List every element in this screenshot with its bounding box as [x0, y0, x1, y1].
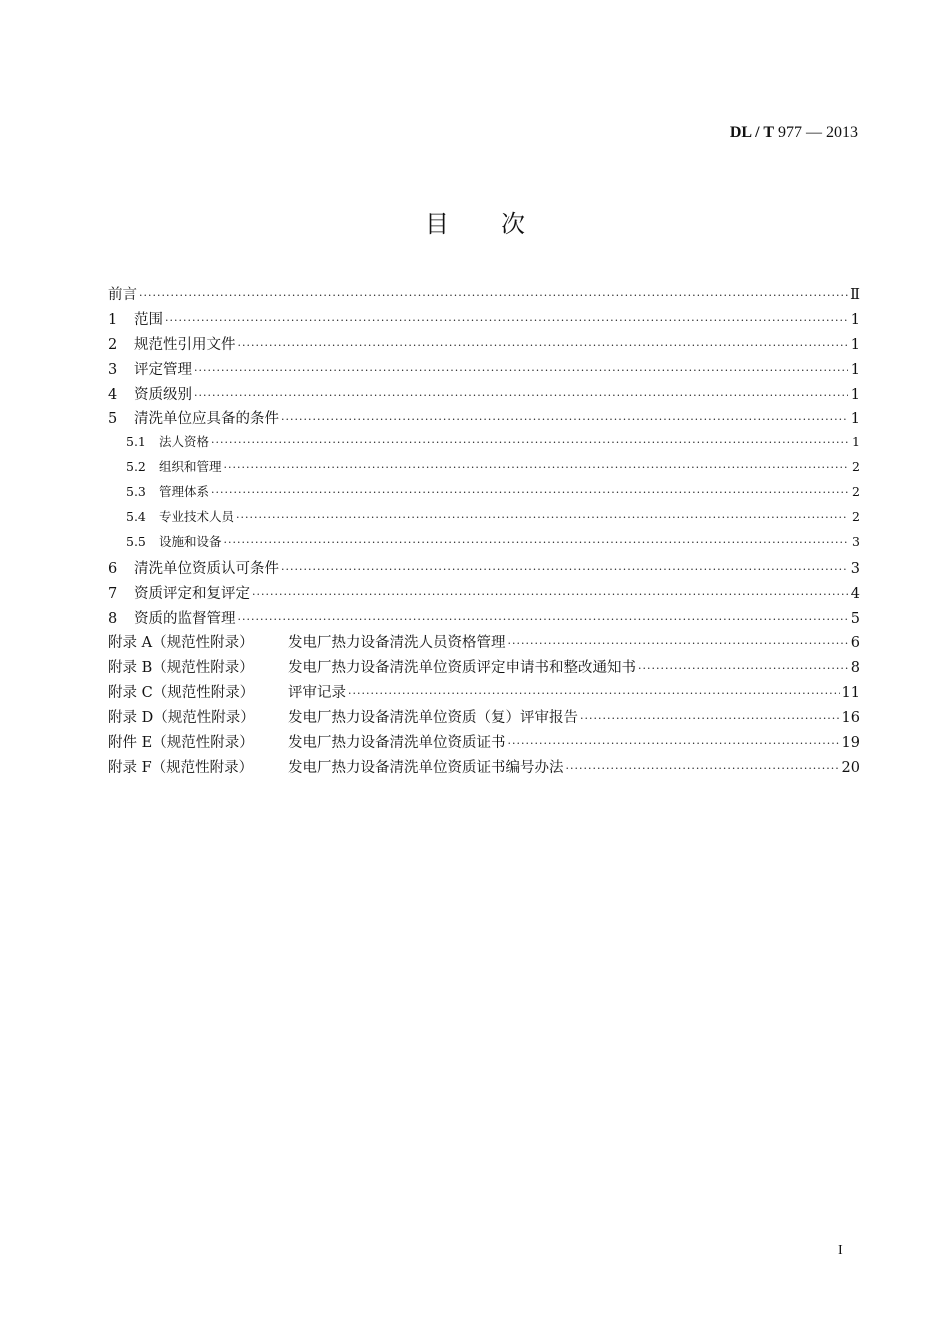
toc-entry-title: 发电厂热力设备清洗单位资质证书编号办法 — [288, 759, 564, 776]
toc-entry-title: 发电厂热力设备清洗单位资质证书 — [288, 735, 506, 752]
toc-leader — [580, 712, 840, 725]
toc-leader — [194, 389, 848, 402]
toc-entry-5-5[interactable] — [108, 532, 860, 557]
toc-entry-appendix-b[interactable] — [108, 656, 860, 681]
toc-entry-title: 发电厂热力设备清洗单位资质评定申请书和整改通知书 — [288, 660, 636, 677]
toc-leader — [211, 436, 848, 449]
toc-entry-page: 1 — [850, 336, 860, 353]
toc-entry-2[interactable] — [108, 333, 860, 358]
toc-leader — [165, 314, 848, 327]
toc-entry-number: 附录 C（规范性附录） — [108, 685, 255, 702]
toc-entry-5[interactable] — [108, 407, 860, 432]
toc-leader — [638, 662, 848, 675]
toc-entry-number: 8 — [108, 610, 118, 627]
toc-entry-page: 4 — [850, 585, 860, 602]
toc-entry-number: 附录 A（规范性附录） — [108, 635, 254, 652]
toc-entry-page: 8 — [850, 660, 860, 677]
toc-leader — [508, 637, 849, 650]
toc-entry-appendix-e[interactable] — [108, 731, 860, 756]
toc-entry-number: 附录 D（规范性附录） — [108, 710, 255, 727]
toc-entry-4[interactable] — [108, 383, 860, 408]
toc-entry-title: 设施和设备 — [159, 533, 222, 549]
toc-entry-number: 附件 E（规范性附录） — [108, 735, 254, 752]
toc-entry-page: 3 — [852, 533, 860, 549]
toc-leader — [238, 339, 849, 352]
toc-entry-5-2[interactable] — [108, 457, 860, 482]
toc-entry-appendix-d[interactable] — [108, 706, 860, 731]
toc-entry-number: 附录 B（规范性附录） — [108, 660, 254, 677]
toc-entry-title: 发电厂热力设备清洗人员资格管理 — [288, 635, 506, 652]
document-code-prefix: DL / T — [729, 124, 774, 141]
toc-entry-title: 清洗单位应具备的条件 — [134, 411, 279, 428]
page-folio: I — [838, 1243, 843, 1258]
toc-entry-page: 2 — [852, 459, 860, 475]
toc-entry-1[interactable] — [108, 308, 860, 333]
toc-entry-number: 7 — [108, 585, 118, 602]
toc-entry-title: 管理体系 — [159, 484, 210, 500]
toc-entry-number: 5.2 — [126, 459, 146, 475]
toc-leader — [281, 413, 848, 426]
toc-leader — [508, 737, 840, 750]
toc-leader — [238, 613, 849, 626]
toc-entry-number: 2 — [108, 336, 118, 353]
toc-entry-page: 11 — [841, 685, 860, 702]
toc-entry-5-4[interactable] — [108, 507, 860, 532]
toc-entry-number: 5.1 — [126, 434, 146, 450]
toc-entry-title: 清洗单位资质认可条件 — [134, 560, 279, 577]
toc-entry-page: 20 — [841, 759, 860, 776]
toc-entry-title: 规范性引用文件 — [134, 336, 236, 353]
toc-entry-title: 前言 — [108, 287, 137, 303]
toc-entry-page: 2 — [852, 509, 860, 525]
toc-entry-number: 5.3 — [126, 484, 146, 500]
toc-entry-number: 5 — [108, 411, 118, 428]
toc-entry-foreword[interactable] — [108, 283, 860, 308]
toc-entry-number: 6 — [108, 560, 118, 577]
toc-leader — [236, 511, 848, 524]
toc-leader — [281, 563, 848, 576]
toc-entry-page: 5 — [850, 610, 860, 627]
toc-entry-title: 发电厂热力设备清洗单位资质（复）评审报告 — [288, 710, 578, 727]
toc-entry-appendix-c[interactable] — [108, 681, 860, 706]
toc-entry-page: Ⅱ — [850, 287, 860, 303]
toc-entry-number: 1 — [108, 311, 118, 328]
toc-entry-title: 评定管理 — [134, 361, 192, 378]
toc-leader — [566, 762, 840, 775]
toc-entry-number: 附录 F（规范性附录） — [108, 759, 254, 776]
toc-leader — [211, 486, 848, 499]
toc-leader — [348, 687, 840, 700]
toc-entry-title: 资质级别 — [134, 386, 192, 403]
toc-leader — [224, 461, 848, 474]
toc-entry-page: 1 — [850, 386, 860, 403]
toc-entry-page: 16 — [841, 710, 860, 727]
toc-entry-7[interactable] — [108, 582, 860, 607]
toc-entry-number: 4 — [108, 386, 118, 403]
toc-entry-5-3[interactable] — [108, 482, 860, 507]
toc-entry-title: 资质的监督管理 — [134, 610, 236, 627]
toc-entry-number: 5.5 — [126, 533, 146, 549]
toc-entry-page: 3 — [850, 560, 860, 577]
toc-entry-title: 专业技术人员 — [159, 509, 235, 525]
toc-leader — [139, 289, 848, 302]
toc-entry-title: 范围 — [134, 311, 163, 328]
toc-entry-page: 1 — [850, 311, 860, 328]
toc-entry-page: 6 — [850, 635, 860, 652]
document-code — [730, 124, 858, 142]
toc-entry-appendix-a[interactable] — [108, 631, 860, 656]
toc-entry-appendix-f[interactable] — [108, 756, 860, 781]
toc-leader — [194, 364, 848, 377]
toc-entry-6[interactable] — [108, 557, 860, 582]
toc-entry-page: 19 — [841, 735, 860, 752]
toc-entry-number: 3 — [108, 361, 118, 378]
toc-entry-8[interactable] — [108, 607, 860, 632]
page-title: 目次 — [425, 210, 577, 238]
toc-entry-title: 组织和管理 — [159, 459, 222, 475]
toc-entry-page: 1 — [852, 434, 860, 450]
toc-entry-3[interactable] — [108, 358, 860, 383]
table-of-contents — [108, 283, 860, 781]
document-code-number: 977 — 2013 — [778, 124, 858, 141]
toc-entry-number: 5.4 — [126, 509, 146, 525]
toc-entry-5-1[interactable] — [108, 432, 860, 457]
toc-entry-page: 1 — [850, 361, 860, 378]
toc-entry-title: 资质评定和复评定 — [134, 585, 250, 602]
toc-leader — [252, 588, 848, 601]
toc-leader — [224, 536, 848, 549]
toc-entry-page: 1 — [850, 411, 860, 428]
toc-entry-title: 法人资格 — [159, 434, 210, 450]
toc-entry-page: 2 — [852, 484, 860, 500]
toc-entry-title: 评审记录 — [288, 685, 346, 702]
